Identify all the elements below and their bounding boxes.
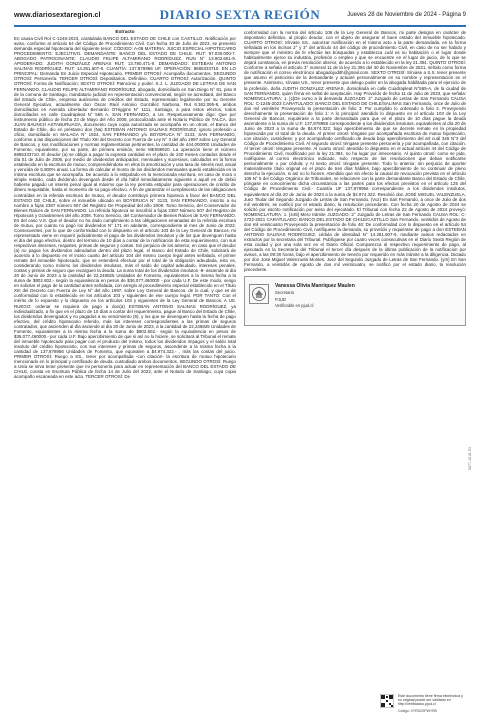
right-column [244,30,466,692]
right-paragraph: conformidad con la norma del artículo 108 de la Ley General de Bancos, mi parte designa en carácter de depositario definitivo, al propio deudor, con el objeto de asegurar el buen estado del inmueble hipotecado. CUARTO OTROSÍ: Sírvase SS., autorizar notificación en el mismo acto a la parte demandada, en la forma señalada en los incisos 2° y 3° del artículo 44 del código de procedimiento Civil, en caso de no ser habido y siempre que el ministro de fe efectúe las búsquedas y establezca cuál es su habitación o el lugar donde habitualmente ejerce su industria, profesión o empleo y que se encuentre en el lugar de juicio, de lo que se dejará constancia, en previa resolución ulterior, de acuerdo a lo establecido en la ley 21.394. QUINTO OTROSÍ: Conforme a señala el artículo 3° numeral 11 de la ley 21.394 del 30 de Noviembre de 2021, señalo como forma de notificación el correo electrónico abogadojudith@gmail.com. SEXTO OTROSÍ: Sírvase a S.S. tener presente que asumo el patrocinio de la demandante y actuaré personalmente en su nombre y representación en el presente. Asimismo, sírvase US., tener presente que delego poder en la abogada habilitada para el ejercicio de la profesión, doña JUDITH GONZÁLEZ ARENAS, domiciliada en calle Cuadrapleat N°565-A, de la ciudad de SAN FERNANDO, quien firma en señal de aceptación. Hay Proveído de fecha 11 de Julio de 2023, que señala: NOMENCLATURA: 1. [1]De curso a la demanda JUZGADO: 2° Juzgado de Letras de San Fernando CAUSA ROL: C-1245-2023 CARATULADO: BANCO DEL ESTADO DE CHILE/SALINAS San Fernando, once de Julio de dos mil veintitrés Proveyendo la presentación de folio 3: Por cumplido lo ordenado a folio 2. Proveyendo derechamente la presentación de folio 1: A lo principal: atendido lo dispuesto en el artículo 103 de la Ley General de Bancos, requiérase a la parte demandada para que en el plazo de 10 días pague la deuda ascendente a la suma de U.F. 137,878956 correspondiente a los dividendos insolutos, equivalentes al día 20 de Junio de 2023 a la suma de $4.974.322; bajo apercibimiento de que se decrete remate en la propiedad hipotecada por el total de la deuda. Al primer otrosí: téngase por acompañada escritura de mutuo hipotecario, con citación, custódiese; y por acompañado certificado de deuda bajo apercibimiento del art cuál 346 N°3 del Código de Procedimiento Civil. Al segundo otrosí: téngase presente personería y por acompañada, con citación. Al tercer otrosí: téngase presente. Al cuarto otrosí: atendido lo dispuesto en el actual artículo 44 del Código de Procedimiento Civil, modificado por la ley 21.394, no ha lugar por innecesario. Al quinto otrosí: como se pide, notifíquese al correo electrónico indicado, solo respecto de las resoluciones que deban notificarse personalmente o por cédula; y Al sexto otrosí: téngase presente. Todo lo anterior, sin perjuicio de aportar materialmente título original en el plazo de tres días hábiles, bajo apercibimiento de no continuar de pleno derecho la ejecución, si así no lo hiciere. Atendido que sin efecto la causal de revocación prevista en el artículo 106 N° 5 del Código Orgánico de Tribunales, se relacionen con la parte demandante Banco del Estado de Chile, póngase en conocimiento dicha circunstancia a las partes para los efectos previstos en el artículo 125 del Código de Procedimiento Civil.- Cuantía UF 137,878956 correspondiente a los dividendos insolutos, equivalentes al día 20 de Junio de 2023 a la suma de $4.974.322. Resolvió don JOSÉ MIGUEL VALENZUELA, Juez Titular del Segundo Juzgado de Letras de San Fernando. (Voz) En San Fernando, a once de Julio de dos mil veintitrés, se notificó por el estado diario, la resolución precedente. Con fecha 20 de Agosto de 2024 se solicitó por escrito notificación por aviso del ejecutado. El Tribunal con fecha 22 de Agosto de 2024 proveyó: NOMENCLATURA: 1. [445] Mero trámite JUZGADO: 2° Juzgado de Letras de San Fernando CAUSA ROL: C-2722-2021 CARATULADO: BANCO DEL ESTADO DE CHILE/CASTILLO San Fernando, veintidós de Agosto de dos mil veinticuatro Proveyendo la presentación de folio 46: De conformidad con lo dispuesto en el artículo 54 del Código de Procedimiento Civil, notifíquese la demanda, su proveído y requiérase de pago a don ESTEBAN ANTONIO SALINAS RODRÍGUEZ, cédula de identidad N° 14.261.607-6, mediante avisos redactados en extractos por la secretaria del Tribunal. Publíquese por cuatro veces consecutivas en el Diario Sexta Región de esta ciudad y por una sola vez en el Diario Oficial. Comparezca al respectivo requerimiento de pago, al ejecutado en la Secretaría del Tribunal el tercer día después de la última publicación de la notificación por avisos, a las 09:30 horas, bajo el apercibimiento de tenerlo por requerido en más trámite a la diligencia. Dictado por don José Miguel Valenzuela Montes, Juez del Segundo Juzgado de Letras de San Fernando. (ym) En San Fernando, a veintidós de Agosto de dos mil veinticuatro, se notificó por el estado diario, la resolución precedente. [244,30,466,273]
date-page-line: Jueves 28 de Noviembre de 2024 - Página 9 [347,12,466,18]
signer-name: Vanessa Olivia Manriquez Maulen [275,283,355,290]
left-paragraph: En causa Civil Rol C-1245-2023, caratulada BANCO DEL ESTADO DE CHILE con CASTILLO. Notificación por aviso, conforme al artículo 54 del Código de Procedimiento Civil. Con fecha 30 de Julio de 2023, se presentó demanda especial hipotecaria del siguiente tenor: CÓDIGO: A-08 MATERIA: JUICIO ESPECIAL HIPOTECARIO PROCEDIMIENTO: EJECUTIVO. DEMANDANTE: BANCO DEL ESTADO DE CHILE. RUT: 97.030.000-7. ABOGADO PATROCINANTE: CLAUDIO FELIPE ALTAMIRANO RODRÍGUEZ. RUN N° 13.902.651-9. APODERADO: JUDITH GONZÁLEZ ARENAS RUT: 13.780.471-9. DEMANDADO: ESTEBAN ANTONIO SALINAS RODRÍGUEZ. RUT: 14.261.607-6. CUANTÍA: 137.878956 UF. OPERACIÓN: 8685333710. EN LO PRINCIPAL: Demanda En Juicio Especial Hipotecario. PRIMER OTROSÍ: Acompaña documentos. SEGUNDO OTROSÍ: Personería. TERCER OTROSÍ: Depositarios. Definitivo. CUARTO OTROSÍ: Autorización. QUINTO OTROSÍ: Forma de Notificación; SEXTO OTROSÍ: Patrocinio y poder. S.J. L. JUZGADO DE LETRAS DE SAN FERNANDO. CLAUDIO FELIPE ALTAMIRANO RODRÍGUEZ, abogado, domiciliado en San Diego N° 81, piso 8 de la comuna de Santiago, mandatario judicial en representación convencional, según se acreditará, del Banco del Estado de Chile, empresa autónoma de créditos del Estado, representado legalmente por su Gerente General Ejecutivo, actualmente don Óscar Raúl Antonio González Narbona, Rut 6.362.095-8, ambos domiciliados en Avenida Libertador Bernardo O'Higgins N° 1111, Santiago, a para estos efectos, todos domiciliados en calle Cuadrapleat N° 565 A, SAN FERNANDO, a Us. Respetuosamente digo: Que por instrumento público de fecha 23 de Mayo del Año 2008, protocolizada ante el Notario Público de TALCA, don JUAN BAUNCH ASTABURUAGA, documento cuya copia autorizada se acompaña en un otrosí, el Banco del Estado de Chile, dio en préstamo don (Na) ESTEBAN ANTONIO SALINAS RODRÍGUEZ, ignoro profesión u oficio, domiciliado en MALAGA N° 1924, SAN FERNANDO y/o BOYERUCA N° 3133, SAN FERNANDO, conforme a las disposiciones del Título XIII del Decreto con Fuerza de Ley N° 3 del año 1997 sobre Ley General de Bancos, y sus modificaciones y normas reglamentarias pertinentes, la cantidad de 444,000000 Unidades de Fomento, equivalente, por su parte, de primera emisión, serie ME059920. La operación tiene el número 8685333710. El deudor (a) se obligó a pagar la expresa cantidad en el plazo de 240 meses contados desde el día 01 de Julio de 2008, por medio de dividendos anticipados, mensuales y sucesivos, calculados en la forma establecida en la escritura de mutuo; comprendiéndose en ellos la amortización y una tasa de interés real, anual y vencida de 5,900% anual. La forma de calcular el monto de los dividendos mensuales quedó establecida en la misma escritura que se acompaña. De acuerdo a lo estipulado en la mencionada escritura, en caso de mora o simple retardo, cada dividendo devengará desde el día hábil inmediatamente siguiente a aquél en de debió haberse pagado un interés penal igual al máximo que la ley permita estipular para operaciones de crédito de dinero reajustable, hasta el momento de su pago efectivo. A fin de garantizar el cumplimiento de las obligaciones contraídas en la referida escritura de mutuo, el deudor constituyó primera hipoteca a favor del BANCO DEL ESTADO DE CHILE, sobre el inmueble ubicado en BOYERUCA N° 3133, SAN FERNANDO, inscrito a su nombre a fojas 2387 número 507 del Registro De Propiedad del año 2008. Tomo Servicio, del Conservador de Bienes Raíces de SAN FERNANDO. La referida hipoteca se inscribió a fojas 2387 Número 507 del Registro de Hipotecas y Gravámenes del año 2008. Tomo Servicio, del Conservador de Bienes Raíces de SAN FERNANDO. Es del caso V.S. Que el deudor no ha dado cumplimiento a las obligaciones emanadas de la referida escritura de mutuo, por cuanto no pagó los dividendos N° 171 en adelante, correspondiente al mes de Junio de 2022. Consecuentes, por lo que de conformidad con lo dispuesto en el artículo 103 de la Ley General de Bancos, mi representado viene en requerir judicialmente el pago de los dividendos insolutos y de los que devenguen hasta el día del pago efectivo, dentro del término de 10 días a contar de la notificación de esta requerimiento, con sus respectivos intereses, reajustes, primas de seguros y costas. Sin perjuicio de los anterior, en caso que el deudor (a) no pague los dividendos adeudados dentro del plazo legal, el Banco del Estado de Chile, solicitará de acuerdo a lo dispuesto en el inciso cuarto del artículo 104 del mismo cuerpo legal antes señalado, el primer remate del inmueble hipotecado, que se entenderá efectuar por el total de la obligación adeudada, esto es, considerando como mínimo los dividendos insolutos, más el saldo de capital adeudado, intereses penales, costas y primas de seguro que recarguen la deuda. La suma total de los dividendos insolutos -8- asciende al día 20 de Junio de 2023 a la cantidad de 22,246825 Unidades de Fomento, equivalentes a la misma fecha a la suma de $802.602.- según la equivalencia en pesos de $36.077,460000 - por cada U.F. De este modo, vengo en solicitar el pago de la cantidad antes señalada, con arreglo al procedimiento especial establecido en el Título XIII del Decreto con Fuerza de Ley N° del año 1997, sobre Ley General de Bancos, de lo cual, y que es de conformidad con lo establecido en los artículos 103 y siguientes de ese cuerpo legal. POR TANTO: Con el mérito de lo expuesto y lo dispuesto en los artículos 103 y siguientes de la Ley General de Bancos, A US. RUEGO: ordenar se requiera de pago a don(a) ESTEBAN ANTONIO SALINAS RODRÍGUEZ, ya individualizado, a fin que en el plazo de 10 días a contar del requerimiento, pague al Banco del Estado de Chile, los dividendos devengados y no pagados a su vencimiento (9), y los que se devenguen hasta la fecha de pago efectivo, del crédito hipotecario referido, más los intereses correspondientes a las primas de seguros contratados, que ascienden al día asciende al día 20 de Junio de 2023, a la cantidad de 22,246825 Unidades de Fomento, equivalentes a la misma fecha a la suma de $802.602.- según la equivalencia en pesos de $36.077,460000.- por cada U.F. Bajo apercibimiento de que si así no lo hiciere, se solicitará al Tribunal el remate del inmueble hipotecado para pagar con el producto del mismo, todos los dividendos impagos y el saldo total insoluto del crédito hipotecario, con sus intereses y primas de seguros, ascendente a la misma fecha a la cantidad de 137,878956 Unidades de Fomento, que equivalen a $4.974.322.- , más las costas del juicio. PRIMER OTROSÍ: Ruego a SS., tener por acompañada -con citación- la escritura de mutuo hipotecario mencionado en lo principal y certificado de deuda. custodiado ambos documentos. SEGUNDO OTROSÍ: Ruego a Usía se sirva tener presente que mi personería para actuar en representación del BANCO DEL ESTADO DE CHILE, consta en Escritura Pública de fecha 14 de Julio del 2022, ante el Notario de Santiago, cuya copia acompaño escaneada en este acto. TERCER OTROSÍ: De [14,36,236,380]
site-url[interactable]: www.diariosextaregion.cl [14,11,101,19]
article-heading: Extracto [115,30,135,35]
side-code: 8877-18 ALTO [468,446,472,470]
signer-role: Secretario [275,290,295,296]
signature-box [244,276,466,326]
page-header [14,6,466,24]
verification-text: Este documento tiene firma electrónica y su original puede ser validado en http://verificadoc.pjud.cl [398,694,463,707]
signer-court: PJUD [275,297,286,303]
header-rule [14,25,466,27]
qr-code-icon[interactable] [380,694,394,708]
left-column [14,30,236,692]
signer-verify-note: Verificable en pjud.cl [275,303,314,309]
newspaper-brand: DIARIO SEXTA REGIÓN [159,7,321,22]
verification-block [380,694,466,708]
verification-code: Código: XYRDZSPWYRB [398,709,437,713]
article-columns [14,30,466,692]
court-seal-icon [249,284,269,304]
